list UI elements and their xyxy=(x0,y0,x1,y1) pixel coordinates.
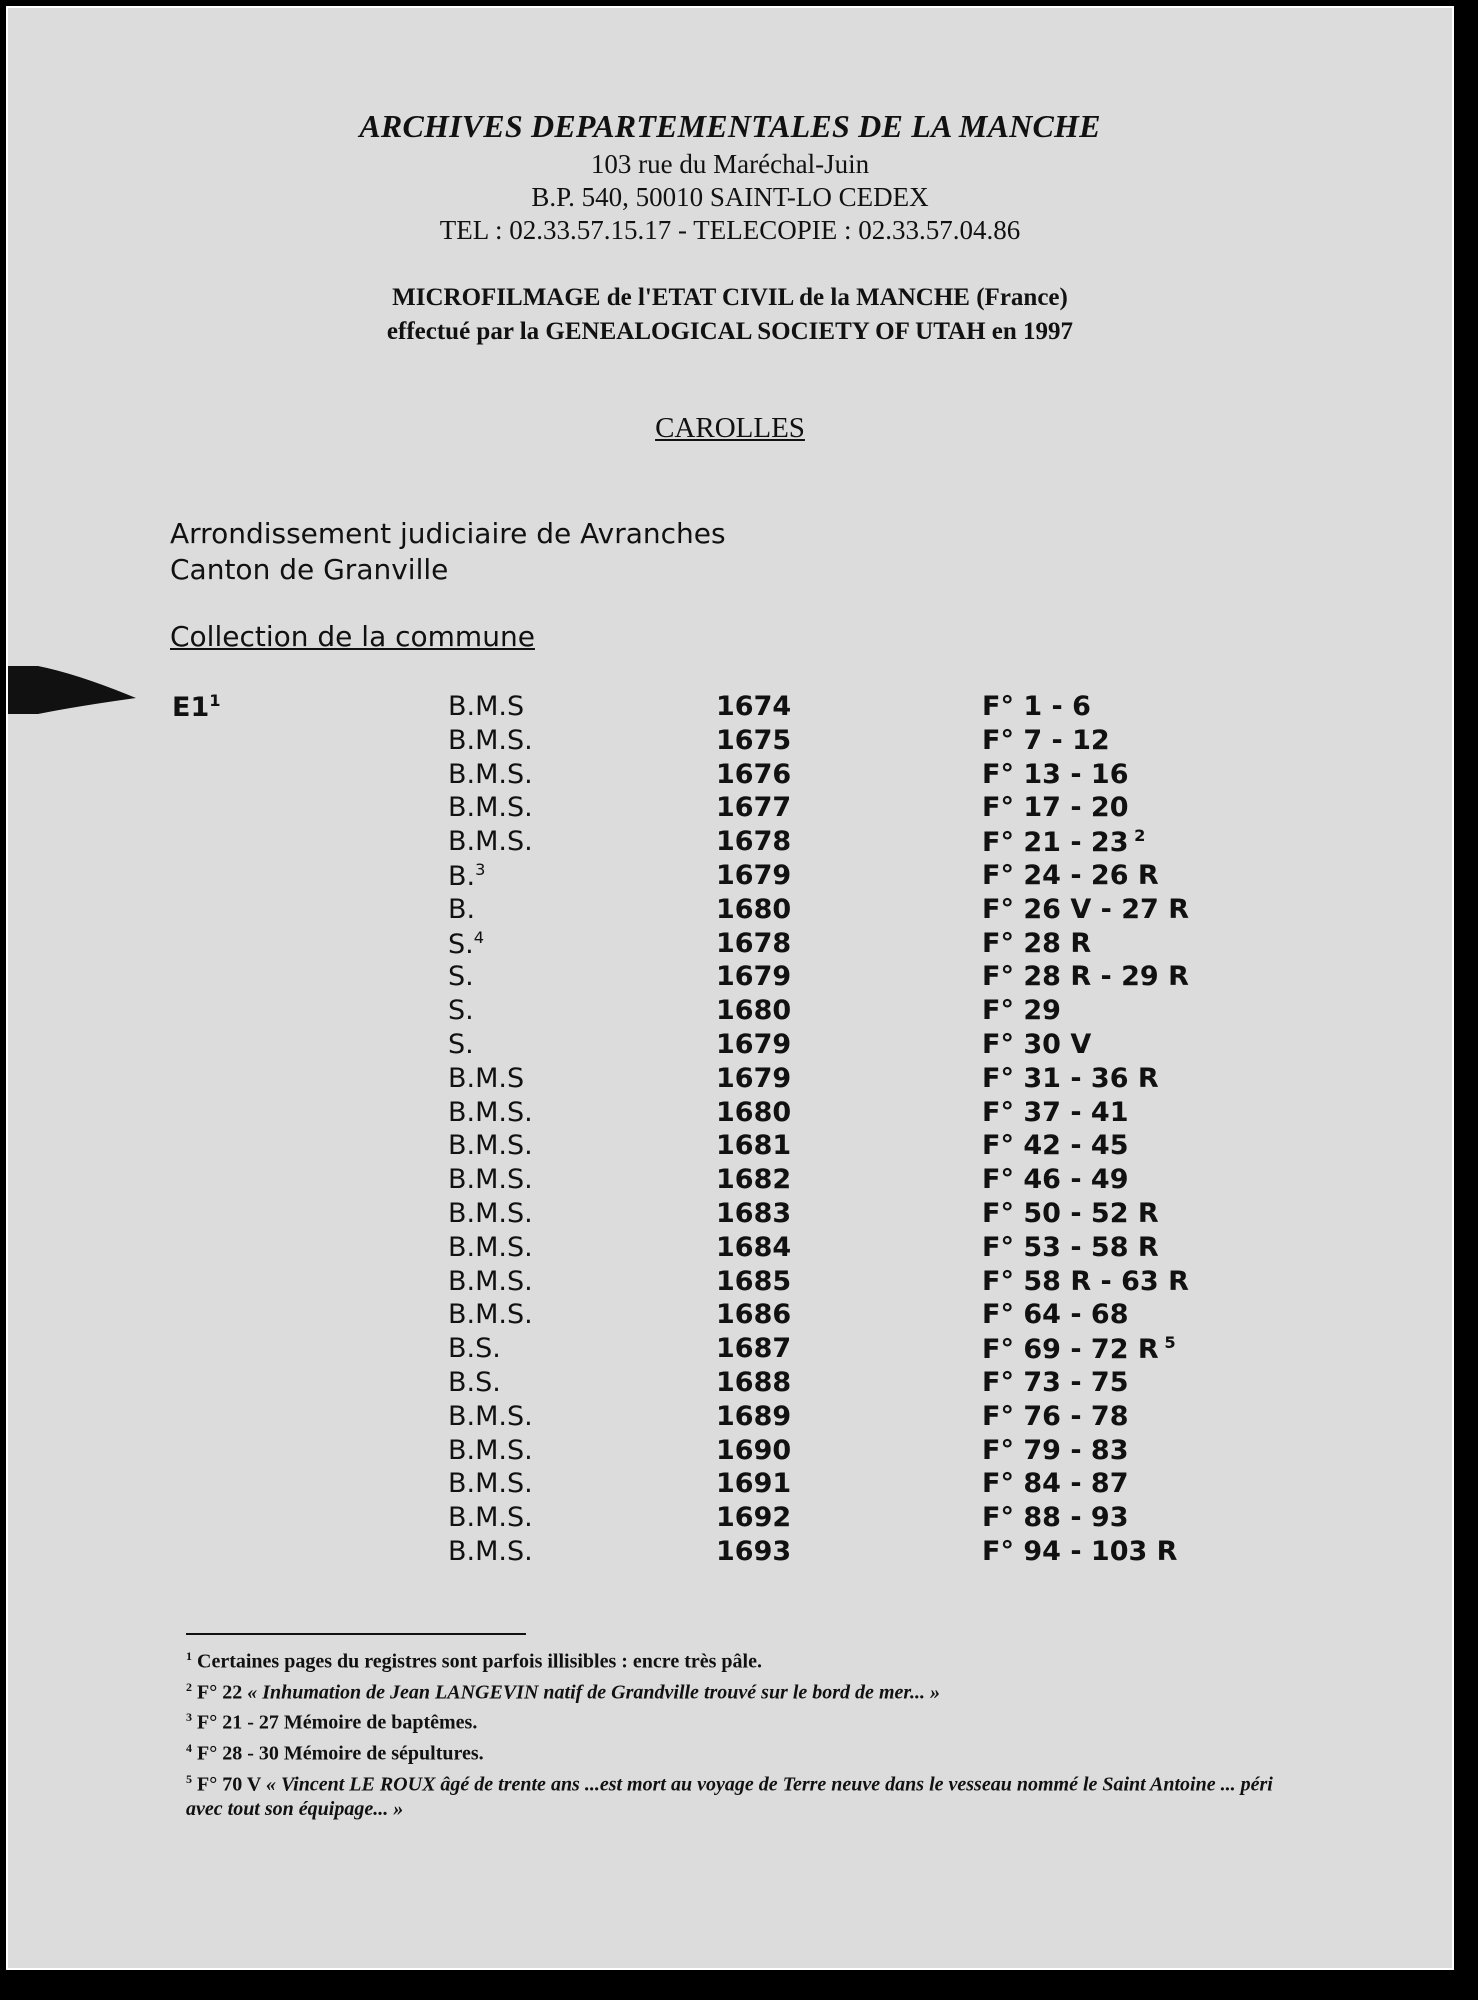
row-year: 1684 xyxy=(716,1231,792,1263)
table-row xyxy=(8,759,1452,791)
footnote-ref: 2 xyxy=(1128,826,1146,846)
footnote-item xyxy=(186,1675,1286,1706)
footnote-item xyxy=(186,1705,1286,1736)
row-type: B.M.S. xyxy=(448,1130,533,1162)
row-folio: F° 79 - 83 xyxy=(982,1434,1129,1466)
table-row xyxy=(8,1333,1452,1365)
row-year: 1676 xyxy=(716,758,792,790)
table-row xyxy=(8,725,1452,757)
footnote-rule xyxy=(186,1633,526,1635)
row-type: S.$^4$ xyxy=(448,927,485,960)
table-row xyxy=(8,1232,1452,1264)
row-type: B.M.S. xyxy=(448,1434,533,1466)
row-folio: F° 53 - 58 R xyxy=(982,1231,1159,1263)
row-year: 1678 xyxy=(716,826,792,858)
row-folio: F° 73 - 75 xyxy=(982,1367,1129,1398)
table-row xyxy=(8,995,1452,1027)
archive-phone: TEL : 02.33.57.15.17 - TELECOPIE : 02.33.57.04.86 xyxy=(439,215,1021,245)
footnote-text: F° 22 xyxy=(192,1681,248,1704)
row-type: B.M.S. xyxy=(448,1502,533,1534)
table-row xyxy=(8,1097,1452,1129)
footnote-number: 3 xyxy=(186,1710,192,1725)
table-row xyxy=(8,1029,1452,1061)
row-type: S. xyxy=(448,961,474,993)
row-folio: F° 69 - 72 R $^5$ xyxy=(982,1333,1176,1366)
row-type: B.M.S. xyxy=(448,1536,533,1567)
row-folio: F° 31 - 36 R xyxy=(982,1062,1159,1094)
footnote-ref: 4 xyxy=(473,927,485,947)
row-year: 1678 xyxy=(716,927,792,959)
table-row xyxy=(8,1401,1452,1433)
footnotes xyxy=(186,1644,1286,1822)
table-row xyxy=(8,1063,1452,1095)
table-row xyxy=(8,1198,1452,1230)
row-type: B.M.S xyxy=(448,1062,525,1094)
row-year: 1677 xyxy=(716,792,792,824)
row-year: 1679 xyxy=(716,961,792,993)
row-year: 1690 xyxy=(716,1434,792,1466)
table-row xyxy=(8,792,1452,824)
row-year: 1675 xyxy=(716,724,792,756)
row-folio: F° 46 - 49 xyxy=(982,1164,1129,1196)
table-row xyxy=(8,1536,1452,1568)
footnote-number: 5 xyxy=(186,1771,192,1786)
row-type: B.M.S. xyxy=(448,1400,533,1432)
footnote-ref: 3 xyxy=(475,860,486,879)
row-type: B. xyxy=(448,893,476,925)
microfilm-line-2: effectué par la GENEALOGICAL SOCIETY OF UTAH en 1997 xyxy=(386,318,1074,345)
row-folio: F° 1 - 6 xyxy=(982,691,1091,722)
row-folio: F° 84 - 87 xyxy=(982,1468,1129,1500)
row-year: 1680 xyxy=(716,893,792,925)
row-folio: F° 42 - 45 xyxy=(982,1130,1129,1162)
table-row xyxy=(8,961,1452,993)
archive-postal: B.P. 540, 50010 SAINT-LO CEDEX xyxy=(531,182,929,212)
footnote-text: Certaines pages du registres sont parfois illisibles : encre très pâle. xyxy=(192,1650,762,1673)
table-row xyxy=(8,1164,1452,1196)
table-row xyxy=(8,894,1452,926)
row-year: 1680 xyxy=(716,1096,792,1128)
row-folio: F° 50 - 52 R xyxy=(982,1198,1159,1229)
row-year: 1683 xyxy=(716,1198,792,1229)
row-type: B.M.S. xyxy=(448,1265,533,1297)
table-row xyxy=(8,860,1452,892)
table-row xyxy=(8,1367,1452,1399)
footnote-quote: « Vincent LE ROUX âgé de trente ans ...est mort au voyage de Terre neuve dans le vesseau nommé le Saint Antoine ... péri avec tout son équipage... » xyxy=(186,1773,1273,1821)
row-folio: F° 17 - 20 xyxy=(982,792,1129,824)
row-year: 1693 xyxy=(716,1536,792,1567)
row-type: B.$^3$ xyxy=(448,860,486,892)
row-folio: F° 30 V xyxy=(982,1029,1092,1060)
row-folio: F° 76 - 78 xyxy=(982,1400,1129,1432)
table-row xyxy=(8,1266,1452,1298)
footnote-text: F° 21 - 27 Mémoire de baptêmes. xyxy=(192,1711,478,1734)
row-folio: F° 28 R xyxy=(982,927,1092,959)
row-folio: F° 26 V - 27 R xyxy=(982,893,1189,925)
footnote-text: F° 70 V xyxy=(192,1773,266,1796)
row-year: 1679 xyxy=(716,1029,792,1060)
row-folio: F° 88 - 93 xyxy=(982,1502,1129,1534)
table-row xyxy=(8,1502,1452,1534)
row-folio: F° 28 R - 29 R xyxy=(982,961,1189,993)
document-page xyxy=(6,6,1454,1970)
footnote-number: 1 xyxy=(186,1649,192,1663)
archive-address: 103 rue du Maréchal-Juin xyxy=(590,149,870,179)
footnote-number: 4 xyxy=(186,1740,192,1755)
commune-name: CAROLLES xyxy=(655,412,805,444)
row-year: 1685 xyxy=(716,1265,792,1297)
row-folio: F° 13 - 16 xyxy=(982,758,1129,790)
row-year: 1687 xyxy=(716,1333,792,1365)
cote-code: E1 xyxy=(172,692,210,723)
table-row xyxy=(8,691,1452,723)
row-type: B.M.S. xyxy=(448,1231,533,1263)
row-type: S. xyxy=(448,1029,474,1060)
row-year: 1692 xyxy=(716,1502,792,1534)
row-type: B.M.S. xyxy=(448,1164,533,1196)
row-year: 1682 xyxy=(716,1164,792,1196)
row-year: 1679 xyxy=(716,1062,792,1094)
table-row xyxy=(8,1435,1452,1467)
archive-title: ARCHIVES DEPARTEMENTALES DE LA MANCHE xyxy=(359,108,1101,144)
row-year: 1679 xyxy=(716,860,792,891)
row-type: B.M.S xyxy=(448,691,525,722)
footnote-item xyxy=(186,1767,1286,1823)
footnote-ref: 5 xyxy=(1158,1333,1176,1353)
row-type: B.S. xyxy=(448,1367,501,1398)
row-type: B.M.S. xyxy=(448,1299,533,1331)
row-type: B.M.S. xyxy=(448,724,533,756)
row-year: 1681 xyxy=(716,1130,792,1162)
row-year: 1691 xyxy=(716,1468,792,1500)
row-year: 1689 xyxy=(716,1400,792,1432)
row-type: B.M.S. xyxy=(448,1198,533,1229)
collection-heading: Collection de la commune xyxy=(170,620,535,653)
row-folio: F° 21 - 23 $^2$ xyxy=(982,826,1146,859)
row-year: 1674 xyxy=(716,691,792,722)
row-folio: F° 58 R - 63 R xyxy=(982,1265,1189,1297)
row-folio: F° 7 - 12 xyxy=(982,724,1110,756)
row-folio: F° 29 xyxy=(982,995,1061,1027)
footnote-number: 2 xyxy=(186,1679,192,1694)
row-year: 1688 xyxy=(716,1367,792,1398)
canton: Canton de Granville xyxy=(170,553,449,586)
footnote-item xyxy=(186,1736,1286,1767)
row-folio: F° 24 - 26 R xyxy=(982,860,1159,891)
microfilm-line-1: MICROFILMAGE de l'ETAT CIVIL de la MANCHE (France) xyxy=(392,284,1068,311)
row-year: 1686 xyxy=(716,1299,792,1331)
row-year: 1680 xyxy=(716,995,792,1027)
row-type: S. xyxy=(448,995,474,1027)
table-row xyxy=(8,1130,1452,1162)
footnote-item xyxy=(186,1644,1286,1675)
row-type: B.M.S. xyxy=(448,1468,533,1500)
row-type: B.M.S. xyxy=(448,1096,533,1128)
row-type: B.S. xyxy=(448,1333,501,1365)
row-folio: F° 37 - 41 xyxy=(982,1096,1129,1128)
row-type: B.M.S. xyxy=(448,826,533,858)
table-row xyxy=(8,826,1452,858)
footnote-quote: « Inhumation de Jean LANGEVIN natif de Grandville trouvé sur le bord de mer... » xyxy=(247,1681,941,1704)
arrondissement: Arrondissement judiciaire de Avranches xyxy=(170,517,726,550)
footnote-text: F° 28 - 30 Mémoire de sépultures. xyxy=(192,1742,484,1765)
row-folio: F° 94 - 103 R xyxy=(982,1536,1178,1567)
table-row xyxy=(8,928,1452,960)
row-folio: F° 64 - 68 xyxy=(982,1299,1129,1331)
table-row xyxy=(8,1468,1452,1500)
row-type: B.M.S. xyxy=(448,792,533,824)
row-type: B.M.S. xyxy=(448,758,533,790)
cote-footnote-ref: 1 xyxy=(209,691,221,710)
table-row xyxy=(8,1299,1452,1331)
